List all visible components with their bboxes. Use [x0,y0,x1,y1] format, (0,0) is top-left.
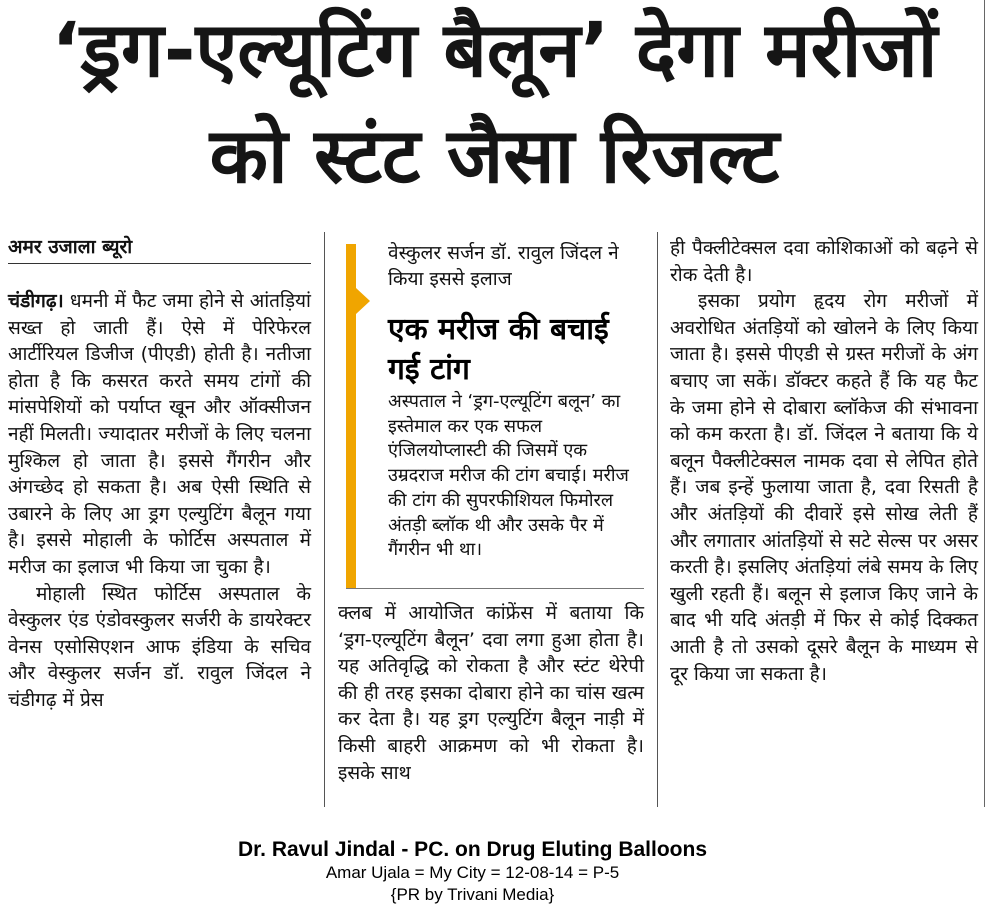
paragraph: ही पैक्लीटेक्सल दवा कोशिकाओं को बढ़ने से रोक देती है। [670,237,978,286]
sidebar-accent-arrow [356,288,370,314]
paragraph: इसका प्रयोग हृदय रोग मरीजों में अवरोधित अंतड़ियों को खोलने के लिए किया जाता है। इससे पीएडी से ग्रस्त मरीजों के अंग बचाए जा सकें। डॉक्टर कहते हैं कि यह फैट के जमा होने से दोबारा ब्लॉकेज की संभावना को कम करता है। डॉ. जिंदल ने बताया कि ये बलून पैक्लीटेक्सल नामक दवा से लेपित होते हैं। जब इन्हें फुलाया जाता है, दवा रिसती है और अंतड़ियों की दीवारें इसे सोख लेती हैं और लगातार आंतड़ियों से सटे सेल्स पर असर करती है। इसलिए अंतड़ियां लंबे समय के लिए खुली रहती हैं। बलून से इलाज किए जाने के बाद भी यदि अंतड़ी में फिर से कोई दिक्कत आती है तो उसको दूसरे बैलून के माध्यम से दूर किया जा सकता है। [670,290,978,685]
paragraph: मोहाली स्थित फोर्टिस अस्पताल के वेस्कुलर एंड एंडोवस्कुलर सर्जरी के डायरेक्टर वेनस एसोसिएशन आफ इंडिया के सचिव और वेस्कुलर सर्जन डॉ. रावुल जिंदल ने चंडीगढ़ में प्रेस [8,582,311,711]
byline: अमर उजाला ब्यूरो [8,234,311,264]
sidebar-accent-bar [346,244,356,588]
sidebar-bottom-rule [346,588,644,589]
paragraph-text: धमनी में फैट जमा होने से आंतड़ियां सख्त हो जाती हैं। ऐसे में पेरिफेरल आर्टीरियल डिजीज (पीएडी) होती है। नतीजा होता है कि कसरत करते समय टांगों की मांसपेशियों को पर्याप्त खून और ऑक्सीजन नहीं मिलती। ज्यादातर मरीजों के लिए चलना मुश्किल हो जाता है। इससे गैंगरीन और अंगच्छेद हो सकता है। अब ऐसी स्थिति से उबारने के लिए आ ड्रग एल्युटिंग बैलून गया है। इससे मोहाली के फोर्टिस अस्पताल में मरीज का इलाज भी किया जा चुका है। [8,290,311,578]
headline-line-2: को स्टंट जैसा रिजल्ट [209,111,780,200]
paragraph [8,288,311,581]
paragraph: क्लब में आयोजित कांफ्रेंस में बताया कि ‘ड्रग-एल्यूटिंग बैलून’ दवा लगा हुआ होता है। यह अतिवृद्धि को रोकता है और स्टंट थेरेपी की ही तरह इसका दोबारा होने का चांस खत्म कर देता है। यह ड्रग एल्युटिंग बैलून नाड़ी में किसी बाहरी आक्रमण को भी रोकता है। इसके साथ [338,602,644,784]
caption-source: Amar Ujala = My City = 12-08-14 = P-5 [325,863,620,882]
column-divider [324,232,325,807]
page-edge-rule [984,0,985,807]
sidebar-body: अस्पताल ने ‘ड्रग-एल्यूटिंग बलून’ का इस्तेमाल कर एक सफल एंजिलयोप्लास्टी की जिसमें एक उम्रदराज मरीज की टांग बचाई। मरीज की टांग की सुपरफीशियल फिमोरल अंतड़ी ब्लॉक थी और उसके पैर में गैंगरीन भी था। [388,391,629,561]
dateline: चंडीगढ़। [8,290,64,312]
article-column-1 [8,288,311,714]
caption-title: Dr. Ravul Jindal - PC. on Drug Eluting Balloons [237,838,708,861]
sidebar-headline: एक मरीज की बचाई गई टांग [388,312,609,387]
column-divider [657,232,658,807]
headline-line-1: ‘ड्रग-एल्यूटिंग बैलून’ देगा मरीजों [51,5,938,94]
article-column-2 [338,600,644,786]
sidebar-kicker: वेस्कुलर सर्जन डॉ. रावुल जिंदल ने किया इससे इलाज [388,242,619,290]
article-column-3 [670,235,978,687]
caption-credit: {PR by Trivani Media} [390,885,555,904]
